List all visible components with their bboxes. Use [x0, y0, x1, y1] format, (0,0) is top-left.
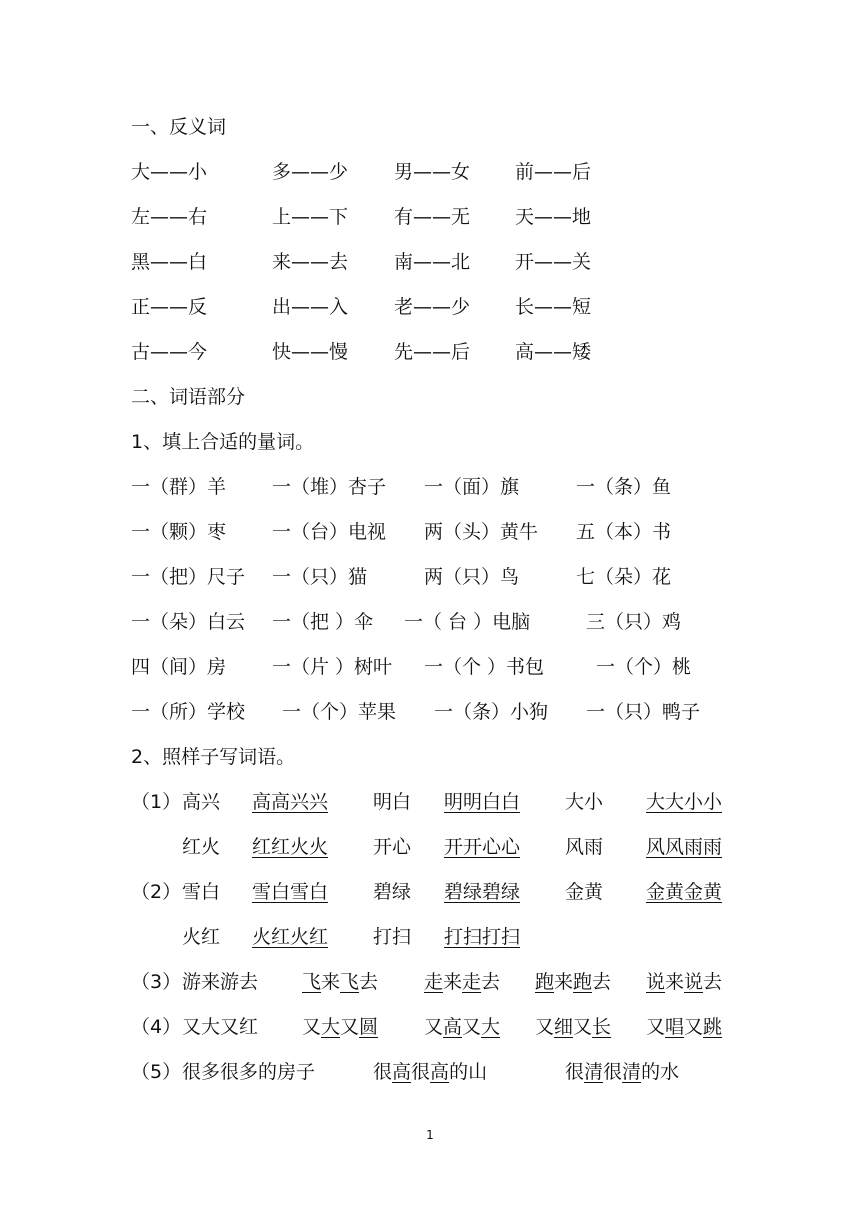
- answer-word: 飞来飞去: [302, 971, 379, 993]
- antonym-pair: 正——反: [131, 296, 208, 318]
- measure-word-item: 一（个 ）书包: [424, 656, 545, 678]
- example-word: 火红: [182, 926, 221, 948]
- example-word: 风雨: [565, 836, 604, 858]
- answer-word: 又唱又跳: [646, 1016, 723, 1038]
- answer-word: 又高又大: [424, 1016, 501, 1038]
- measure-word-item: 一（群）羊: [131, 476, 227, 498]
- example-word: 金黄: [565, 881, 604, 903]
- heading-text: 一、反义词: [131, 116, 227, 138]
- measure-word-item: 一（面）旗: [424, 476, 520, 498]
- measure-word-item: 一（堆）杏子: [272, 476, 387, 498]
- antonym-pair: 先——后: [394, 341, 471, 363]
- measure-word-item: 一（朵）白云: [131, 611, 246, 633]
- antonym-pair: 长——短: [515, 296, 592, 318]
- measure-word-item: 四（间）房: [131, 656, 227, 678]
- answer-word: 风风雨雨: [646, 836, 723, 858]
- question-text: 2、照样子写词语。: [131, 746, 296, 768]
- antonym-pair: 高——矮: [515, 341, 592, 363]
- answer-word: 说来说去: [646, 971, 723, 993]
- answer-word: 又细又长: [535, 1016, 612, 1038]
- measure-word-item: 七（朵）花: [576, 566, 672, 588]
- antonym-pair: 黑——白: [131, 251, 208, 273]
- answer-word: 走来走去: [424, 971, 501, 993]
- example-word: 碧绿: [373, 881, 412, 903]
- answer-word: 火红火红: [252, 926, 329, 948]
- answer-word: 碧绿碧绿: [444, 881, 521, 903]
- antonym-pair: 前——后: [515, 161, 592, 183]
- measure-word-item: 一（ 台 ）电脑: [404, 611, 531, 633]
- antonym-pair: 天——地: [515, 206, 592, 228]
- antonym-pair: 上——下: [272, 206, 349, 228]
- antonym-pair: 来——去: [272, 251, 349, 273]
- example-word: 开心: [373, 836, 412, 858]
- antonym-pair: 古——今: [131, 341, 208, 363]
- example-word: 很多很多的房子: [182, 1061, 316, 1083]
- measure-word-item: 一（把）尺子: [131, 566, 246, 588]
- antonym-pair: 南——北: [394, 251, 471, 273]
- answer-word: 明明白白: [444, 791, 521, 813]
- antonym-pair: 男——女: [394, 161, 471, 183]
- answer-word: 大大小小: [646, 791, 723, 813]
- antonym-pair: 大——小: [131, 161, 208, 183]
- item-number: （1）: [131, 791, 182, 813]
- question-text: 1、填上合适的量词。: [131, 431, 315, 453]
- answer-phrase: 很高很高的山: [373, 1061, 488, 1083]
- example-word: 高兴: [182, 791, 221, 813]
- measure-word-item: 一（只）鸭子: [586, 701, 701, 723]
- measure-word-item: 三（只）鸡: [586, 611, 682, 633]
- antonym-pair: 快——慢: [272, 341, 349, 363]
- measure-word-item: 两（只）鸟: [424, 566, 520, 588]
- antonym-pair: 有——无: [394, 206, 471, 228]
- measure-word-item: 一（只）猫: [272, 566, 368, 588]
- measure-word-item: 一（条）小狗: [434, 701, 549, 723]
- measure-word-item: 一（把 ）伞: [272, 611, 374, 633]
- example-word: 雪白: [182, 881, 221, 903]
- answer-word: 金黄金黄: [646, 881, 723, 903]
- answer-word: 打扫打扫: [444, 926, 521, 948]
- example-word: 大小: [565, 791, 604, 813]
- item-number: （5）: [131, 1061, 182, 1083]
- measure-word-item: 一（片 ）树叶: [272, 656, 393, 678]
- answer-word: 红红火火: [252, 836, 329, 858]
- example-word: 红火: [182, 836, 221, 858]
- measure-word-item: 一（台）电视: [272, 521, 387, 543]
- measure-word-item: 一（颗）枣: [131, 521, 227, 543]
- antonym-pair: 出——入: [272, 296, 349, 318]
- antonym-pair: 多——少: [272, 161, 349, 183]
- example-word: 明白: [373, 791, 412, 813]
- measure-word-item: 一（所）学校: [131, 701, 246, 723]
- item-number: （2）: [131, 881, 182, 903]
- item-number: （3）: [131, 971, 182, 993]
- page-number: 1: [426, 1128, 434, 1142]
- item-number: （4）: [131, 1016, 182, 1038]
- answer-word: 高高兴兴: [252, 791, 329, 813]
- answer-phrase: 很清很清的水: [565, 1061, 680, 1083]
- measure-word-item: 一（个）苹果: [282, 701, 397, 723]
- answer-word: 又大又圆: [302, 1016, 379, 1038]
- antonym-pair: 开——关: [515, 251, 592, 273]
- measure-word-item: 一（个）桃: [596, 656, 692, 678]
- measure-word-item: 五（本）书: [576, 521, 672, 543]
- measure-word-item: 一（条）鱼: [576, 476, 672, 498]
- answer-word: 雪白雪白: [252, 881, 329, 903]
- example-word: 游来游去: [182, 971, 259, 993]
- example-word: 打扫: [373, 926, 412, 948]
- answer-word: 跑来跑去: [535, 971, 612, 993]
- answer-word: 开开心心: [444, 836, 521, 858]
- measure-word-item: 两（头）黄牛: [424, 521, 539, 543]
- antonym-pair: 左——右: [131, 206, 208, 228]
- example-word: 又大又红: [182, 1016, 259, 1038]
- heading-text: 二、词语部分: [131, 386, 246, 408]
- antonym-pair: 老——少: [394, 296, 471, 318]
